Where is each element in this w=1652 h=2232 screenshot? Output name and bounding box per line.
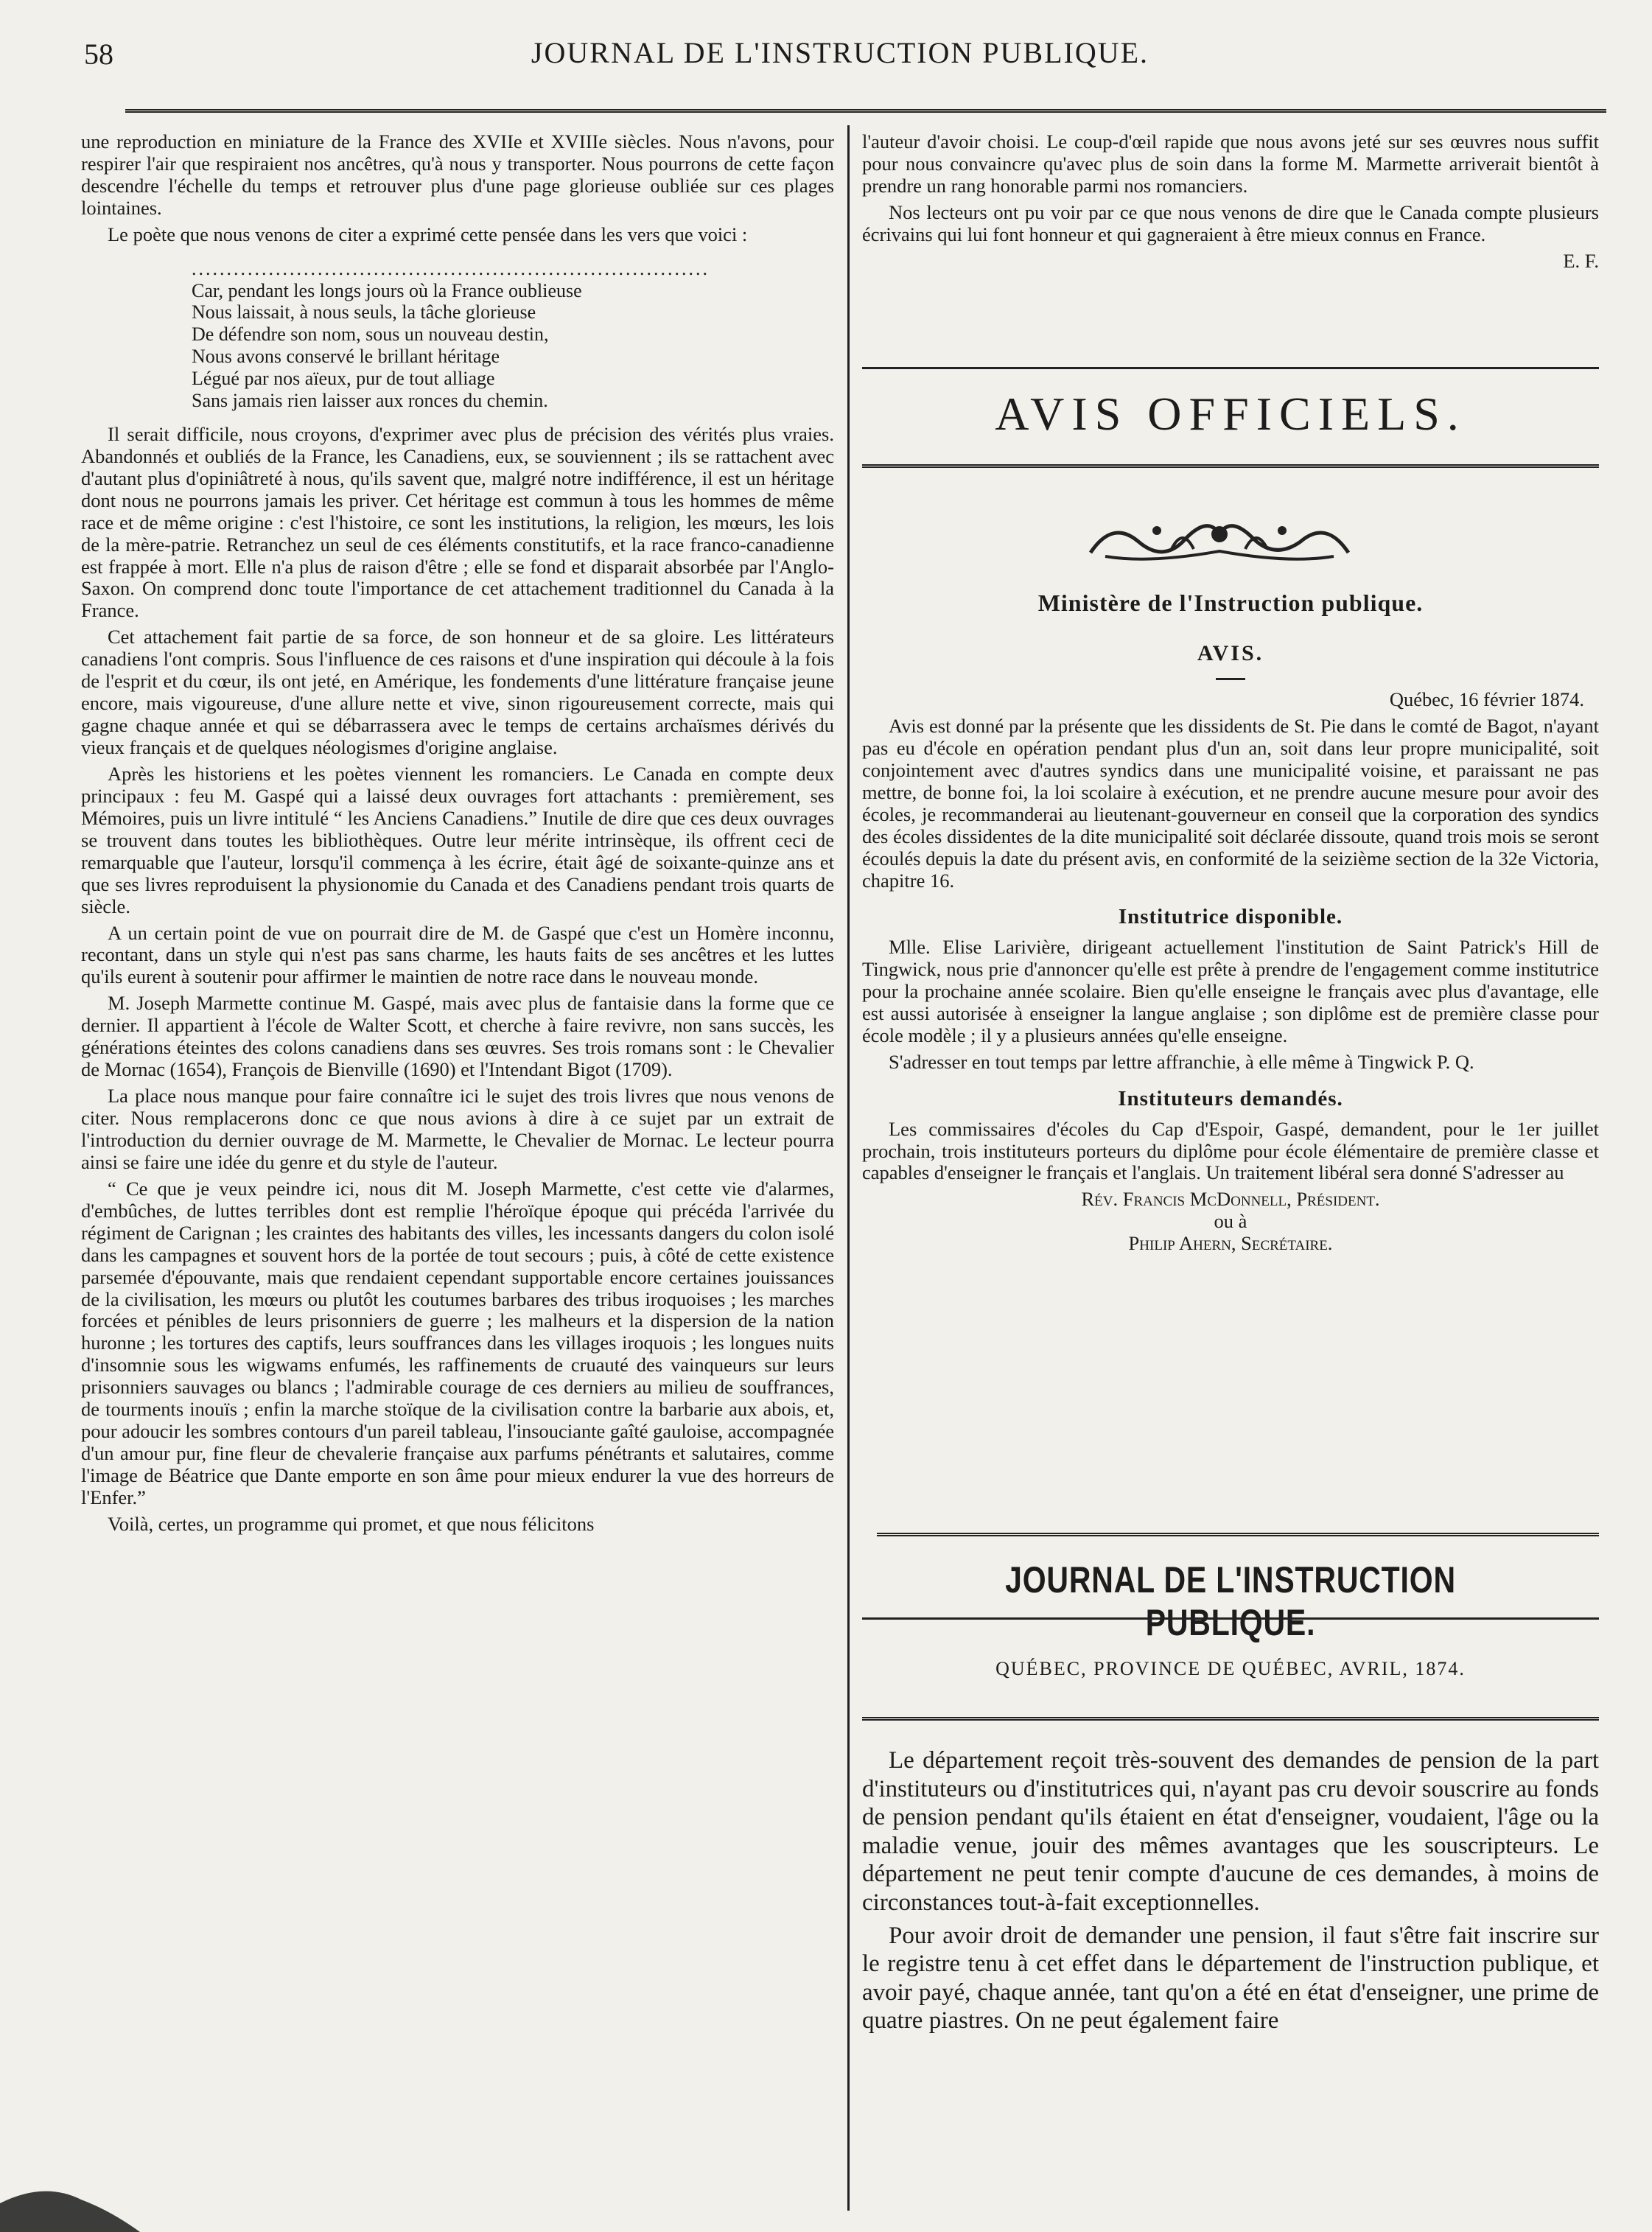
author-signature: E. F. xyxy=(1563,249,1599,272)
paragraph: Pour avoir droit de demander une pension, il faut s'être fait inscrire sur le registre tenu à cet effet dans le département de l'instruction publique, et avoir payé, chaque année, tant qu'on a été en état d'enseigner, une prime de quatre piastres. On ne peut également faire xyxy=(862,1922,1599,2035)
paragraph: Le département reçoit très-souvent des demandes de pension de la part d'instituteurs ou d'institutrices qui, n'ayant pas cru devoir souscrire au fonds de pension pendant qu'ils étaient en état d'enseigner, voudaient, l'âge ou la maladie venue, jouir des mêmes avantages que les souscripteurs. Le département ne peut tenir compte d'aucune de ces demandes, à moins de circonstances tout-à-fait exceptionnelles. xyxy=(862,1747,1599,1917)
page-header xyxy=(74,29,1606,74)
avis-label: AVIS. xyxy=(1197,641,1264,665)
paragraph: une reproduction en miniature de la France des XVIIe et XVIIIe siècles. Nous n'avons, pour respirer l'air que respiraient nos ancêtres, qu'à nous y transporter. Nous pourrons de cette façon descendre l'échelle du temps et retrouver plus d'une page glorieuse oubliée sur ces plages lointaines. xyxy=(81,131,834,219)
right-column-continuation xyxy=(862,131,1599,352)
section-rule xyxy=(862,1617,1599,1620)
notice-text: Mlle. Elise Larivière, dirigeant actuellement l'institution de Saint Patrick's Hill de Tingwick, nous prie d'annoncer qu'elle est prête à prendre de l'engagement comme institutrice pour la prochaine année scolaire. Bien qu'elle enseigne le français avec plus d'avantage, elle est aussi autorisée à enseigner la langue anglaise ; son diplôme est de première classe pour école modèle ; il y a plusieurs années qu'elle enseigne. xyxy=(862,936,1599,1046)
notice-heading: Institutrice disponible. xyxy=(1118,905,1343,929)
notice-date: Québec, 16 février 1874. xyxy=(1389,689,1584,710)
section-rule xyxy=(862,367,1599,369)
paragraph: Le poète que nous venons de citer a exprimé cette pensée dans les vers que voici : xyxy=(108,223,748,245)
poem-line: De défendre son nom, sous un nouveau destin, xyxy=(192,323,549,346)
header-rule xyxy=(125,109,1606,113)
poem-line: Légué par nos aïeux, pur de tout alliage xyxy=(192,368,495,390)
journal-body xyxy=(862,1746,1599,2211)
paragraph: l'auteur d'avoir choisi. Le coup-d'œil rapide que nous avons jeté sur ses œuvres nous suffit pour nous convaincre qu'avec plus de soin dans la forme M. Marmette arriverait bientôt à prendre un rang honorable parmi nos romanciers. xyxy=(862,131,1599,197)
signatory: Philip Ahern, Secrétaire. xyxy=(1128,1232,1333,1255)
ornament-icon xyxy=(1083,508,1356,567)
poem-line: Nous laissait, à nous seuls, la tâche glorieuse xyxy=(192,301,536,323)
poem-line: Nous avons conservé le brillant héritage xyxy=(192,346,500,368)
paragraph: A un certain point de vue on pourrait dire de M. de Gaspé que c'est un Homère inconnu, recontant, dans un style qui n'est pas sans charme, les hauts faits de ses ancêtres et les luttes qu'ils eurent à soutenir pour affirmer le maintien de notre race dans le nouveau monde. xyxy=(81,921,834,988)
section-rule xyxy=(862,1717,1599,1721)
poem-line: Car, pendant les longs jours où la France oublieuse xyxy=(192,279,582,301)
running-title: JOURNAL DE L'INSTRUCTION PUBLIQUE. xyxy=(531,36,1149,69)
paragraph: Voilà, certes, un programme qui promet, et que nous félicitons xyxy=(108,1512,595,1535)
poem-line: Sans jamais rien laisser aux ronces du chemin. xyxy=(192,390,548,412)
poem-ellipsis: .......................................................................... xyxy=(192,257,710,279)
notice-text: Avis est donné par la présente que les dissidents de St. Pie dans le comté de Bagot, n'ayant pas eu d'école en opération pendant plus d'un an, soit dans leur propre municipalité, soit conjointement avec d'autres syndics dans une municipalité voisine, et paraissant ne pas mettre, de bonne foi, la loi scolaire à exécution, et ne prendre aucune mesure pour avoir des écoles, je recommanderai au lieutenant-gouverneur en conseil que la corporation des syndics des écoles dissidentes de la dite municipalité soit déclarée dissoute, quand trois mois se seront écoulés depuis la date du présent avis, en conformité de la seizième section de la 32e Victoria, chapitre 16. xyxy=(862,714,1599,892)
journal-title: JOURNAL DE L'INSTRUCTION PUBLIQUE. xyxy=(1005,1559,1456,1643)
ministry-heading: Ministère de l'Instruction publique. xyxy=(1037,590,1424,616)
notice-text: S'adresser en tout temps par lettre affranchie, à elle même à Tingwick P. Q. xyxy=(889,1050,1474,1073)
notice-text: Les commissaires d'écoles du Cap d'Espoir, Gaspé, demandent, pour le 1er juillet prochain, trois instituteurs porteurs du diplôme pour école élémentaire de première classe et capables d'enseigner le français et l'anglais. Un traitement libéral sera donné S'adresser au xyxy=(862,1117,1599,1184)
paragraph: Nos lecteurs ont pu voir par ce que nous venons de dire que le Canada compte plusieurs écrivains qui lui font honneur et qui gagneraient à être mieux connus en France. xyxy=(862,200,1599,245)
poem xyxy=(192,258,834,412)
quotation-paragraph: “ Ce que je veux peindre ici, nous dit M. Joseph Marmette, c'est cette vie d'alarmes, d'embûches, de luttes terribles dont est remplie l'héroïque époque qui précéda l'arrivée du régiment de Carignan ; les craintes des habitants des villes, les incessants dangers du colon isolé dans les campagnes et souvent hors de la portée de tout secours ; puis, à côté de cette existence parsemée d'épouvante, mais que rendaient cependant supportable encore certaines jouissances de la civilisation, les mœurs ou plutôt les coutumes barbares des tribus iroquoises ; les marches forcées et pénibles de leurs prisonniers de guerre ; les malheurs et la dispersion de la nation huronne ; les tortures des captifs, leurs souffrances dans les villages iroquois ; les longues nuits d'insomnie sous les wigwams enfumés, les raffinements de cruauté des vainqueurs sur leurs prisonniers sauvages ou blancs ; l'admirable courage de ces derniers au milieu de souffrances, de tourments inouïs ; enfin la marche stoïque de la civilisation contre la barbarie aux abois, et, pour adoucir les sombres contours d'un pareil tableau, l'insouciante gaîté gauloise, accompagnée d'un amour pur, fine fleur de chevalerie française aux parfums pénétrants et salutaires, comme l'image de Béatrice que Dante emporte en son âme pour mieux endurer la vue des horreurs de l'Enfer.” xyxy=(81,1177,834,1508)
section-rule xyxy=(862,464,1599,468)
left-column xyxy=(81,131,834,2203)
short-rule xyxy=(1216,678,1245,680)
avis-officiels-title: AVIS OFFICIELS. xyxy=(995,388,1466,440)
paragraph: La place nous manque pour faire connaître ici le sujet des trois livres que nous venons de citer. Nous remplacerons donc ce que nous avions à dire à ce sujet par un extrait de l'introduction du dernier ouvrage de M. Marmette, le Chevalier de Mornac. Le lecteur pourra ainsi se faire une idée du genre et du style de l'auteur. xyxy=(81,1085,834,1173)
paragraph: Cet attachement fait partie de sa force, de son honneur et de sa gloire. Les littérateurs canadiens l'ont compris. Sous l'influence de ces raisons et d'une inspiration qui découle à la fois de l'esprit et du cœur, ils ont jeté, en Amérique, les fondements d'une littérature française jeune encore, mais vigoureuse, d'une allure nette et vive, sinon rigoureusement correcte, mais qui gagne chaque année et qui se débarrassera avec le temps de certains archaïsmes dérivés du vieux français et de quelques néologismes d'origine anglaise. xyxy=(81,626,834,759)
paragraph: Après les historiens et les poètes viennent les romanciers. Le Canada en compte deux principaux : feu M. Gaspé qui a laissé deux ouvrages fort attachants : premièrement, ses Mémoires, puis un livre intitulé “ les Anciens Canadiens.” Inutile de dire que ces deux ouvrages se trouvent dans toutes les bibliothèques. Outre leur mérite intrinsèque, ils offrent ceci de remarquable que l'auteur, lorsqu'il commença à les écrire, était âgé de soixante-quinze ans et que ses livres reproduisent la physionomie du Canada et des Canadiens pendant trois quarts de siècle. xyxy=(81,762,834,917)
page-damage-mark xyxy=(0,2159,177,2232)
section-rule xyxy=(877,1533,1599,1536)
page-number: 58 xyxy=(84,38,113,71)
paragraph: M. Joseph Marmette continue M. Gaspé, mais avec plus de fantaisie dans la forme que ce dernier. Il appartient à l'école de Walter Scott, et cherche à faire revivre, non sans succès, les générations éteintes des colons canadiens dans ses œuvres. Ses trois romans sont : le Chevalier de Mornac (1654), François de Bienville (1690) et l'Intendant Bigot (1709). xyxy=(81,992,834,1081)
signatory: Rév. Francis McDonnell, Président. xyxy=(1081,1188,1380,1211)
official-notices xyxy=(862,689,1599,1514)
signatory-connector: ou à xyxy=(1214,1210,1247,1233)
notice-heading: Instituteurs demandés. xyxy=(1118,1086,1343,1110)
paragraph: Il serait difficile, nous croyons, d'exprimer avec plus de précision des vérités plus vraies. Abandonnés et oubliés de la France, les Canadiens, eux, se souviennent ; ils se rattachent avec d'autant plus d'opiniâtreté à nous, qu'ils savent que, malgré notre indifférence, il est un héritage dont nous ne pourrons jamais les priver. Cet héritage est commun à tous les hommes de même race et de même origine : c'est l'histoire, ce sont les institutions, la religion, les mœurs, les lois de la mère-patrie. Retranchez un seul de ces éléments constitutifs, et la race franco-canadienne est frappée à mort. Elle n'a plus de raison d'être ; elle se fond et disparait absorbée par l'Anglo-Saxon. On comprend donc toute l'importance de cet attachement traditionnel du Canada à la France. xyxy=(81,422,834,622)
column-divider xyxy=(847,125,850,2211)
journal-dateline: QUÉBEC, PROVINCE DE QUÉBEC, AVRIL, 1874. xyxy=(995,1658,1466,1679)
